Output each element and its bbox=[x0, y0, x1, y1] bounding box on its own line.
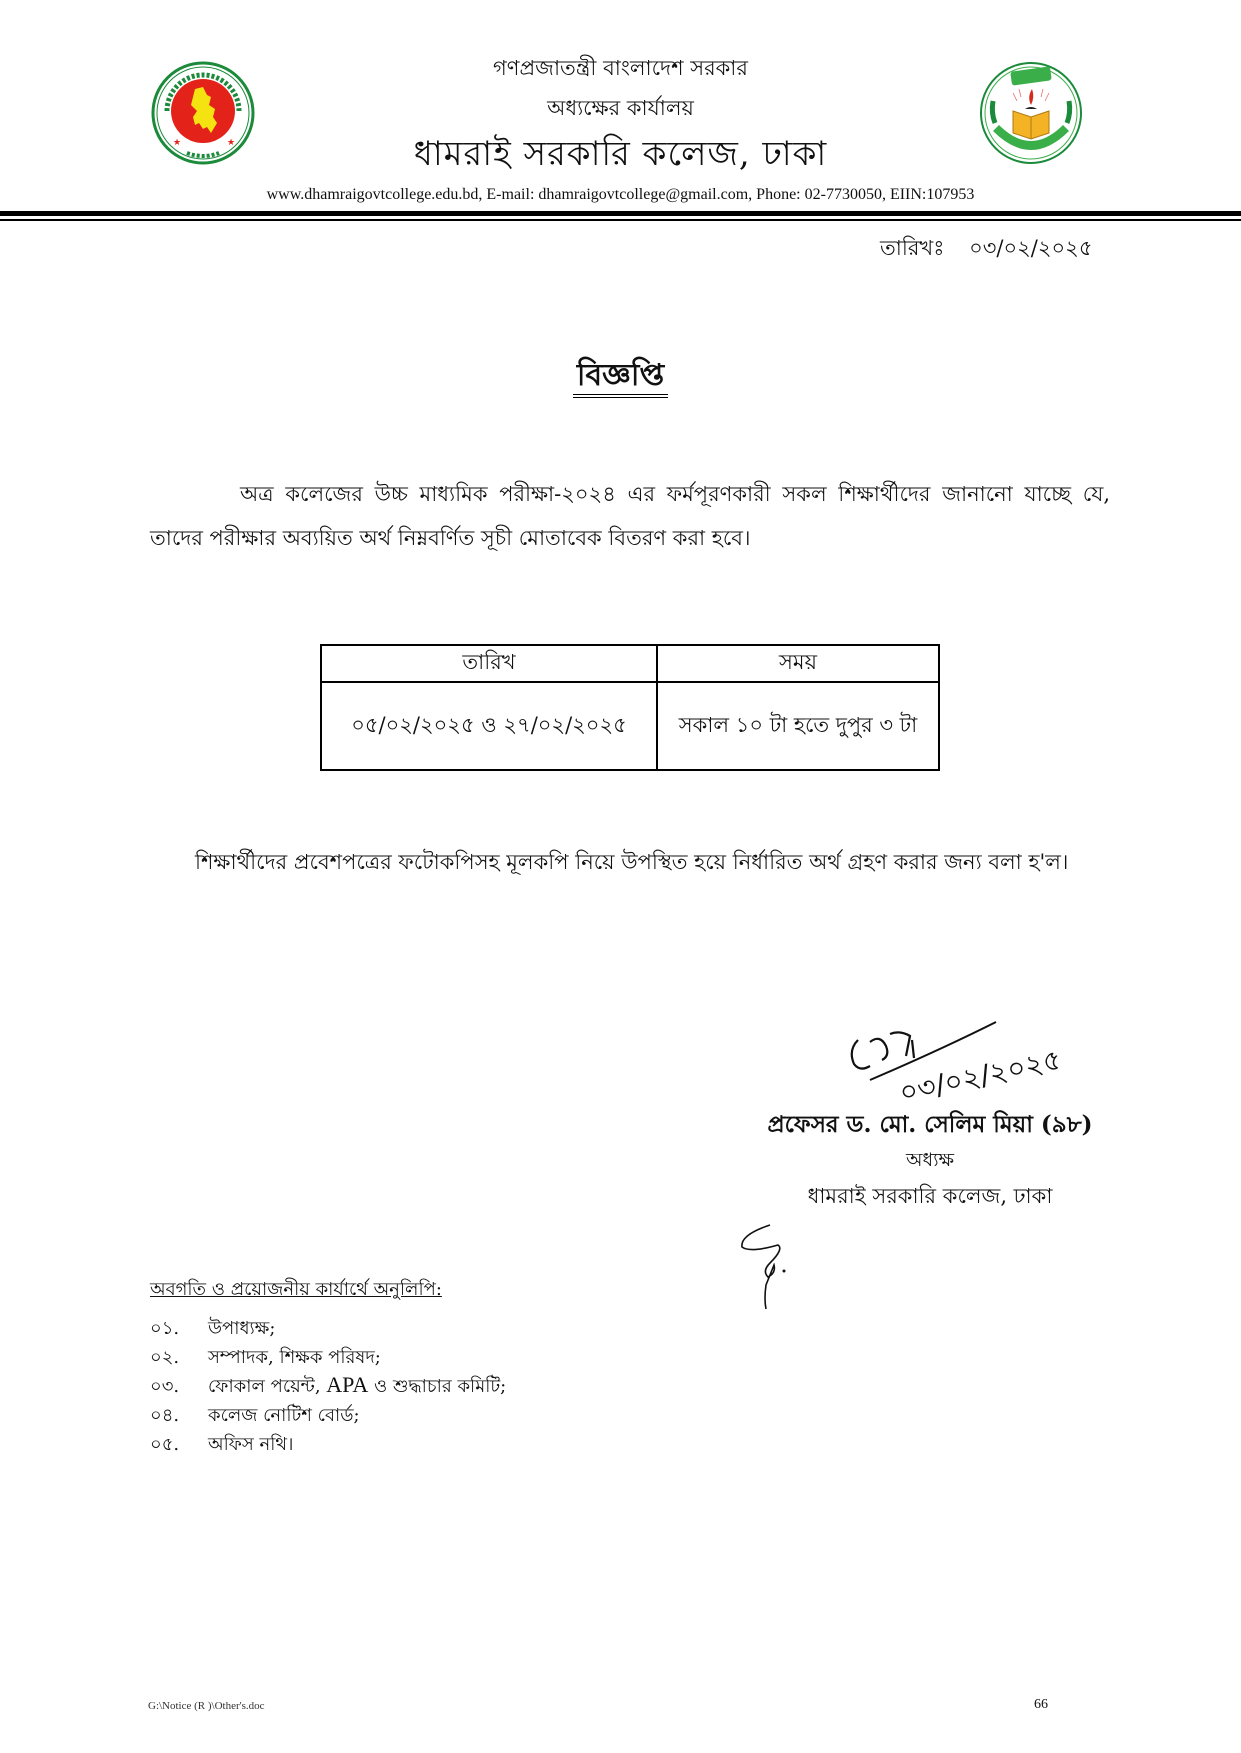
list-item-number: ০৪. bbox=[150, 1405, 180, 1426]
list-item-text: কলেজ নোটিশ বোর্ড; bbox=[208, 1405, 360, 1426]
svg-text:★: ★ bbox=[173, 138, 182, 148]
table-cell-time: সকাল ১০ টা হতে দুপুর ৩ টা bbox=[657, 682, 939, 770]
signatory-organization: ধামরাই সরকারি কলেজ, ঢাকা bbox=[807, 1184, 1053, 1208]
date-value: ০৩/০২/২০২৫ bbox=[969, 236, 1093, 260]
schedule-table bbox=[320, 644, 940, 771]
table-cell-date: ০৫/০২/২০২৫ ও ২৭/০২/২০২৫ bbox=[321, 682, 657, 770]
notice-date bbox=[880, 232, 1092, 267]
list-item-text-part: ও শুদ্ধাচার কমিটি; bbox=[368, 1376, 507, 1397]
list-item-text: সম্পাদক, শিক্ষক পরিষদ; bbox=[208, 1347, 381, 1368]
office-name: অধ্যক্ষের কার্যালয় bbox=[547, 96, 694, 120]
list-item-number: ০৫. bbox=[150, 1434, 180, 1455]
list-item bbox=[150, 1314, 506, 1343]
list-item bbox=[150, 1343, 506, 1372]
list-item-number: ০২. bbox=[150, 1347, 180, 1368]
notice-title-text: বিজ্ঞপ্তি bbox=[573, 359, 668, 398]
list-item-text: অফিস নথি। bbox=[208, 1434, 294, 1455]
body-paragraph-1: অত্র কলেজের উচ্চ মাধ্যমিক পরীক্ষা-২০২৪ এর ফর্মপূরণকারী সকল শিক্ষার্থীদের জানানো যাচ্ছে যে, তাদের পরীক্ষার অব্যয়িত অর্থ নিম্নবর্ণিত সূচী মোতাবেক বিতরণ করা হবে। bbox=[150, 482, 1110, 550]
list-item-text-latin: APA bbox=[326, 1372, 369, 1397]
institution-name: ধামরাই সরকারি কলেজ, ঢাকা bbox=[413, 134, 828, 174]
header-divider-thin bbox=[0, 219, 1241, 221]
svg-text:★: ★ bbox=[227, 138, 236, 148]
copies-list bbox=[150, 1314, 506, 1459]
notice-title bbox=[0, 358, 1241, 398]
header-divider-thick bbox=[0, 211, 1241, 216]
list-item bbox=[150, 1401, 506, 1430]
body-paragraph-2: শিক্ষার্থীদের প্রবেশপত্রের ফটোকপিসহ মূলকপি নিয়ে উপস্থিত হয়ে নির্ধারিত অর্থ গ্রহণ করার জন্য বলা হ'ল। bbox=[195, 850, 1069, 874]
table-row bbox=[321, 682, 939, 770]
table-header-row bbox=[321, 645, 939, 682]
date-label: তারিখঃ bbox=[880, 236, 945, 260]
list-item-text-part: ফোকাল পয়েন্ট, bbox=[208, 1376, 327, 1397]
signatory-name: প্রফেসর ড. মো. সেলিম মিয়া (৯৮) bbox=[767, 1111, 1093, 1138]
handwritten-date: ০৩/০২/২০২৫ bbox=[896, 1042, 1065, 1110]
handwritten-signature bbox=[840, 1010, 1065, 1110]
list-item-text bbox=[208, 1372, 506, 1401]
list-item-number: ০৩. bbox=[150, 1376, 180, 1397]
initial-signature bbox=[730, 1215, 810, 1315]
table-header-time: সময় bbox=[657, 645, 939, 682]
list-item bbox=[150, 1430, 506, 1459]
copies-heading: অবগতি ও প্রয়োজনীয় কার্যার্থে অনুলিপি: bbox=[150, 1279, 442, 1300]
list-item-number: ০১. bbox=[150, 1318, 180, 1339]
list-item bbox=[150, 1372, 506, 1401]
list-item-text: উপাধ্যক্ষ; bbox=[208, 1318, 276, 1339]
footer-file-path: G:\Notice (R )\Other's.doc bbox=[148, 1700, 265, 1712]
footer-page-number: 66 bbox=[1034, 1697, 1048, 1712]
table-header-date: তারিখ bbox=[321, 645, 657, 682]
signatory-designation: অধ্যক্ষ bbox=[905, 1149, 954, 1171]
government-name: গণপ্রজাতন্ত্রী বাংলাদেশ সরকার bbox=[493, 56, 748, 80]
contact-info: www.dhamraigovtcollege.edu.bd, E-mail: dhamraigovtcollege@gmail.com, Phone: 02-7730050, EIIN:107953 bbox=[266, 186, 975, 203]
